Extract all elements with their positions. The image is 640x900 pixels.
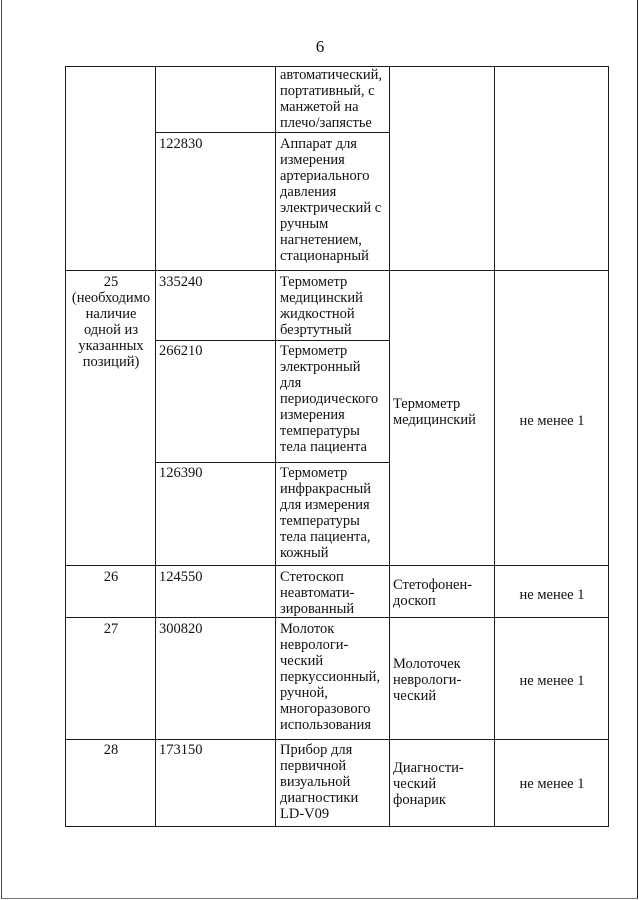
cell-name: Термометр электронный для периодического измерения температуры тела пациента — [280, 343, 379, 455]
table-border-left — [65, 66, 66, 827]
cell-code: 126390 — [159, 465, 203, 481]
cell-quantity: не менее 1 — [519, 587, 585, 603]
row-divider-g25 — [65, 565, 609, 566]
cell-quantity: не менее 1 — [519, 776, 585, 792]
row-divider-g25b — [155, 462, 390, 463]
cell-name: Стетоскоп неавтомати- зированный — [280, 569, 355, 617]
cell-name: Термометр медицинский жидкостной безртутный — [280, 274, 363, 338]
cell-code: 335240 — [159, 274, 203, 290]
cell-quantity: не менее 1 — [519, 413, 585, 429]
cell-name: Аппарат для измерения артериального давления электрический с ручным нагнетением, стационарный — [280, 136, 382, 264]
cell-code: 266210 — [159, 343, 203, 359]
cell-number: 27 — [103, 621, 119, 637]
cell-name: автоматический, портативный, с манжетой на плечо/запястье — [280, 67, 382, 131]
row-divider-r0 — [155, 132, 390, 133]
cell-name: Прибор для первичной визуальной диагностики LD-V09 — [280, 742, 359, 822]
cell-type: Стетофонен- доскоп — [393, 577, 473, 609]
row-divider-r1 — [65, 270, 609, 271]
cell-code: 300820 — [159, 621, 203, 637]
row-divider-r26 — [65, 617, 609, 618]
page-number: 6 — [315, 37, 325, 56]
column-divider-4 — [494, 66, 495, 827]
cell-type: Диагности- ческий фонарик — [393, 760, 464, 808]
cell-number: 28 — [103, 742, 119, 758]
cell-number: 25 (необходимо наличие одной из указанных позиций) — [71, 274, 151, 370]
cell-quantity: не менее 1 — [519, 673, 585, 689]
cell-code: 173150 — [159, 742, 203, 758]
cell-code: 122830 — [159, 136, 203, 152]
cell-name: Термометр инфракрасный для измерения температуры тела пациента, кожный — [280, 465, 372, 561]
cell-code: 124550 — [159, 569, 203, 585]
column-divider-3 — [389, 66, 390, 827]
column-divider-1 — [155, 66, 156, 827]
table-border-right — [608, 66, 609, 827]
table-border-bottom — [65, 826, 609, 827]
row-divider-g25a — [155, 340, 390, 341]
cell-type: Молоточек неврологи- ческий — [393, 656, 462, 704]
cell-name: Молоток неврологи- ческий перкуссионный, ручной, многоразового использования — [280, 621, 381, 733]
row-divider-r27 — [65, 739, 609, 740]
column-divider-2 — [275, 66, 276, 827]
cell-type: Термометр медицинский — [393, 396, 476, 428]
cell-number: 26 — [103, 569, 119, 585]
